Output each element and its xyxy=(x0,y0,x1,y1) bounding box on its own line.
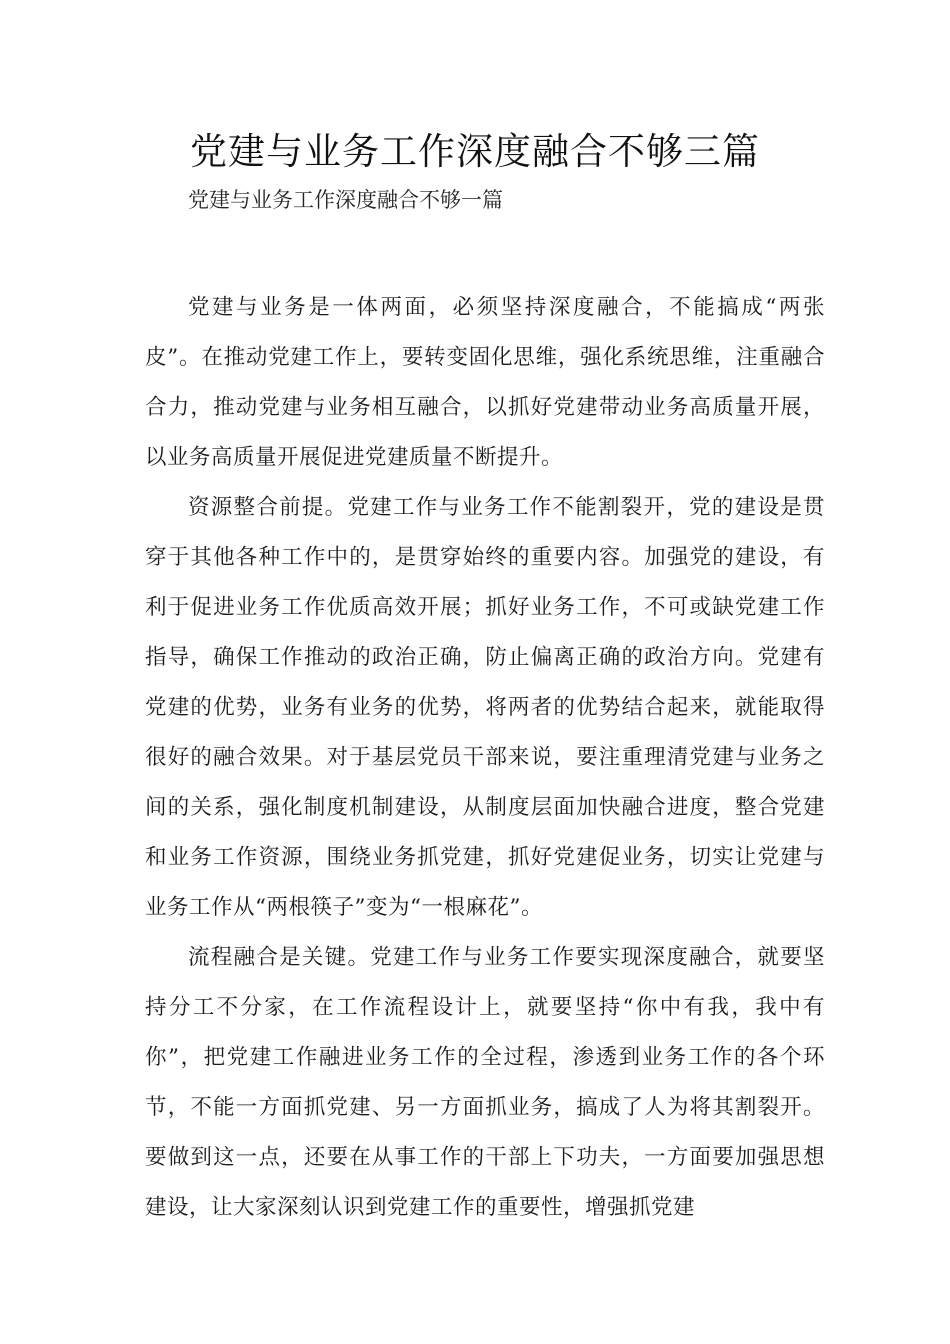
paragraph: 资源整合前提。党建工作与业务工作不能割裂开，党的建设是贯穿于其他各种工作中的，是贯穿始终的重要内容。加强党的建设，有利于促进业务工作优质高效开展；抓好业务工作，不可或缺党建工作指导，确保工作推动的政治正确，防止偏离正确的政治方向。党建有党建的优势，业务有业务的优势，将两者的优势结合起来，就能取得很好的融合效果。对于基层党员干部来说，要注重理清党建与业务之间的关系，强化制度机制建设，从制度层面加快融合进度，整合党建和业务工作资源，围绕业务抓党建，抓好党建促业务，切实让党建与业务工作从“两根筷子”变为“一根麻花”。 xyxy=(145,495,825,920)
document-body xyxy=(145,283,825,1233)
paragraph: 党建与业务是一体两面，必须坚持深度融合，不能搞成“两张皮”。在推动党建工作上，要转变固化思维，强化系统思维，注重融合合力，推动党建与业务相互融合，以抓好党建带动业务高质量开展，以业务高质量开展促进党建质量不断提升。 xyxy=(145,295,825,470)
paragraph: 流程融合是关键。党建工作与业务工作要实现深度融合，就要坚持分工不分家，在工作流程设计上，就要坚持“你中有我，我中有你”，把党建工作融进业务工作的全过程，渗透到业务工作的各个环节，不能一方面抓党建、另一方面抓业务，搞成了人为将其割裂开。要做到这一点，还要在从事工作的干部上下功夫，一方面要加强思想建设，让大家深刻认识到党建工作的重要性，增强抓党建 xyxy=(145,945,825,1220)
document-title: 党建与业务工作深度融合不够三篇 xyxy=(190,130,760,173)
document-subtitle: 党建与业务工作深度融合不够一篇 xyxy=(188,188,503,212)
